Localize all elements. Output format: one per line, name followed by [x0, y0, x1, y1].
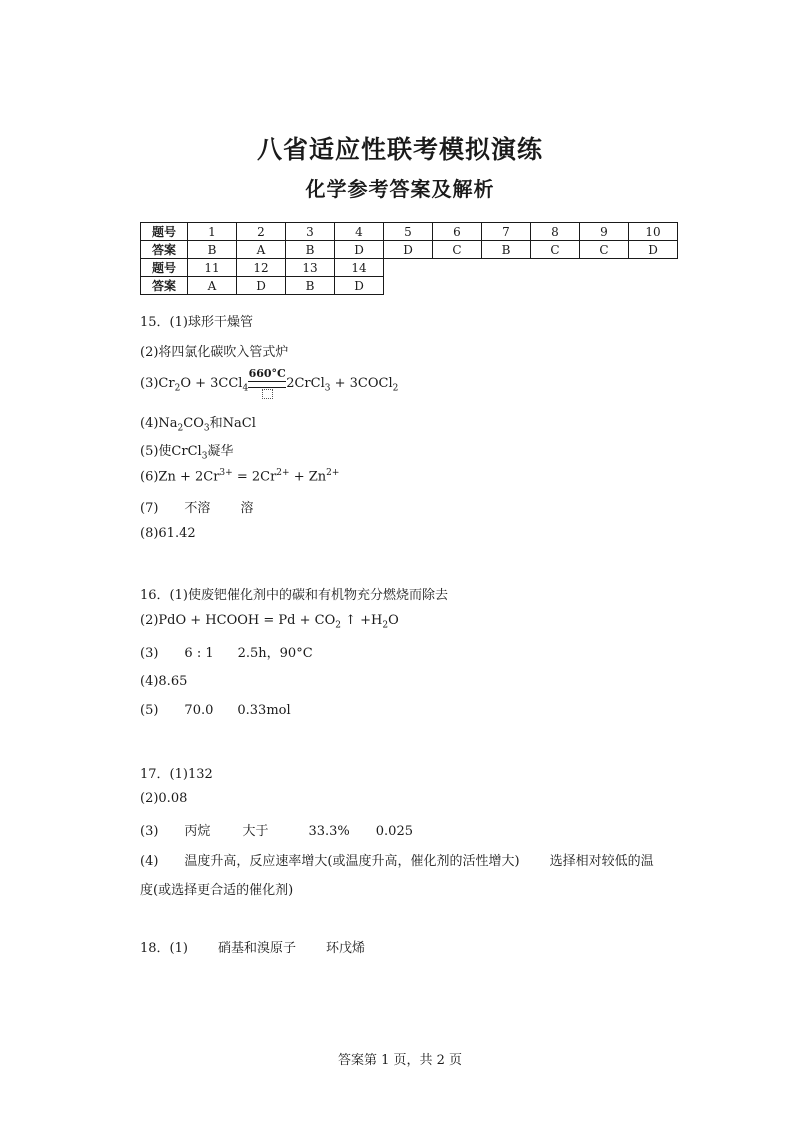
- page-footer: 答案第 1 页，共 2 页: [337, 1053, 463, 1068]
- answer-text: 溶: [240, 501, 254, 516]
- part-label: (5): [140, 703, 159, 718]
- answer-text: 33.3%: [308, 824, 350, 839]
- answer-text: 0.025: [375, 824, 413, 839]
- part-label: (3): [140, 646, 159, 661]
- answer-text: 不溶: [184, 501, 211, 516]
- row-header-number: 题号: [141, 259, 188, 277]
- q15-part1: 15．(1)球形干燥管: [140, 315, 253, 330]
- answer-cell: C: [433, 241, 482, 259]
- q15-part7: [140, 497, 253, 516]
- table-row-numbers-1: [141, 223, 678, 241]
- eq-text: + 3COCl: [330, 376, 393, 391]
- answer-text: 选择相对较低的温: [549, 854, 654, 869]
- answer-cell: B: [482, 241, 531, 259]
- answer-text: 0.33mol: [237, 703, 291, 718]
- answer-cell: C: [531, 241, 580, 259]
- answer-table: [140, 222, 678, 295]
- text: (6)Zn + 2Cr: [140, 469, 220, 485]
- answer-text: 温度升高，反应速率增大(或温度升高，催化剂的活性增大): [184, 854, 520, 869]
- question-number-cell: 5: [384, 223, 433, 241]
- row-header-number: 题号: [141, 223, 188, 241]
- table-row-answers-1: [141, 241, 678, 259]
- superscript: 3+: [219, 468, 233, 478]
- table-blank-area: [384, 277, 678, 295]
- text: (4)Na: [140, 416, 178, 431]
- q17-part1: 17．(1)132: [140, 767, 213, 782]
- subscript: 2: [335, 620, 341, 631]
- q16-part4: (4)8.65: [140, 674, 188, 689]
- question-number-cell: 6: [433, 223, 482, 241]
- answer-cell: D: [335, 277, 384, 295]
- answer-cell: A: [237, 241, 286, 259]
- q17-part3: [140, 820, 413, 839]
- q17-part4: [140, 850, 654, 869]
- superscript: 2+: [276, 468, 290, 478]
- eq-text: O + 3CCl: [180, 376, 243, 391]
- question-number-cell: 12: [237, 259, 286, 277]
- subscript: 2: [177, 423, 184, 434]
- q16-part5: [140, 703, 291, 718]
- q16-part3: [140, 642, 313, 661]
- answer-cell: C: [580, 241, 629, 259]
- page-subtitle: 化学参考答案及解析: [305, 177, 495, 201]
- text: O: [388, 613, 399, 628]
- eq-text: 2CrCl: [286, 376, 325, 391]
- answer-text: 大于: [242, 824, 269, 839]
- subscript: 3: [203, 423, 210, 434]
- q17-part4-continued: 度(或选择更合适的催化剂): [140, 883, 294, 898]
- superscript: 2+: [326, 468, 340, 478]
- text: 凝华: [207, 444, 234, 459]
- subscript: 2: [174, 383, 181, 394]
- reaction-condition: [248, 368, 286, 399]
- q15-part8: (8)61.42: [140, 526, 196, 541]
- eq-text: (3)Cr: [140, 376, 175, 391]
- part-label: (4): [140, 854, 159, 869]
- text: = 2Cr: [232, 469, 277, 485]
- q16-part2: [140, 613, 399, 631]
- table-row-answers-2: [141, 277, 678, 295]
- question-number-cell: 8: [531, 223, 580, 241]
- answer-cell: D: [335, 241, 384, 259]
- part-label: 18．(1): [140, 941, 188, 956]
- q18-part1: [140, 937, 365, 956]
- answer-text: 2.5h，90°C: [237, 646, 313, 661]
- answer-cell: D: [237, 277, 286, 295]
- q15-part5: [140, 440, 233, 462]
- q16-part1: 16．(1)使废钯催化剂中的碳和有机物充分燃烧而除去: [140, 588, 448, 603]
- subscript: 2: [382, 620, 389, 631]
- subscript: 3: [324, 383, 331, 394]
- question-number-cell: 14: [335, 259, 384, 277]
- answer-cell: A: [188, 277, 237, 295]
- text: CO: [183, 416, 204, 431]
- question-number-cell: 13: [286, 259, 335, 277]
- row-header-answer: 答案: [141, 241, 188, 259]
- part-label: (3): [140, 824, 159, 839]
- text: 和NaCl: [209, 416, 256, 431]
- answer-cell: D: [384, 241, 433, 259]
- answer-text: 6 : 1: [184, 646, 214, 661]
- q15-part2: (2)将四氯化碳吹入管式炉: [140, 345, 289, 360]
- subscript: 3: [201, 451, 208, 462]
- text: (5)使CrCl: [140, 444, 202, 459]
- answer-text: 丙烷: [184, 824, 211, 839]
- question-number-cell: 2: [237, 223, 286, 241]
- q15-part6: [140, 468, 339, 484]
- table-row-numbers-2: [141, 259, 678, 277]
- answer-cell: B: [286, 241, 335, 259]
- table-blank-area: [384, 259, 678, 277]
- q15-part4: [140, 412, 256, 434]
- row-header-answer: 答案: [141, 277, 188, 295]
- question-number-cell: 3: [286, 223, 335, 241]
- page-title: 八省适应性联考模拟演练: [256, 135, 543, 164]
- question-number-cell: 11: [188, 259, 237, 277]
- text: + Zn: [289, 469, 327, 485]
- answer-text: 70.0: [184, 703, 214, 718]
- question-number-cell: 1: [188, 223, 237, 241]
- equals-sign: [248, 381, 286, 388]
- subscript: 2: [392, 383, 399, 394]
- answer-cell: D: [629, 241, 678, 259]
- q15-part3-equation: [140, 368, 398, 399]
- answer-cell: B: [188, 241, 237, 259]
- placeholder-box-icon: [262, 389, 273, 399]
- subscript: 4: [242, 383, 249, 394]
- part-label: (7): [140, 501, 159, 516]
- text: ↑ +H: [340, 613, 383, 628]
- question-number-cell: 4: [335, 223, 384, 241]
- question-number-cell: 9: [580, 223, 629, 241]
- question-number-cell: 7: [482, 223, 531, 241]
- text: (2)PdO + HCOOH = Pd + CO: [140, 613, 336, 628]
- q17-part2: (2)0.08: [140, 791, 188, 806]
- answer-text: 环戊烯: [325, 941, 365, 956]
- temperature-condition: 660°C: [248, 367, 286, 380]
- answer-cell: B: [286, 277, 335, 295]
- question-number-cell: 10: [629, 223, 678, 241]
- answer-text: 硝基和溴原子: [217, 941, 296, 956]
